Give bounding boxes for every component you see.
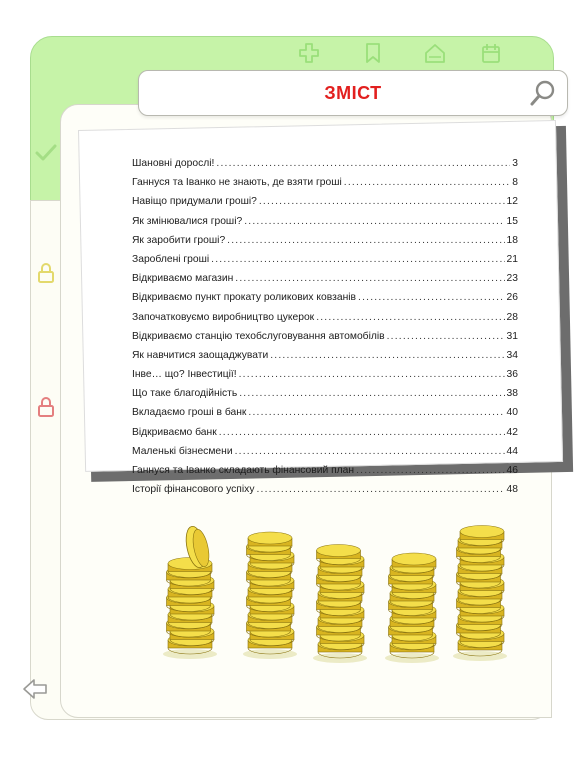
toc-item-title: Відкриваємо пункт прокату роликових ковзанів <box>132 292 357 304</box>
toc-item-title: Маленькі бізнесмени <box>132 445 233 457</box>
toc-item-page: 38 <box>506 388 518 400</box>
toc-item[interactable] <box>132 331 518 350</box>
toc-item-page: 36 <box>506 369 518 381</box>
toc-leader-dots <box>216 158 510 169</box>
toc-item-page: 8 <box>512 177 518 189</box>
lock-icon <box>37 396 55 418</box>
toc-item-title: Зароблені гроші <box>132 253 210 265</box>
coin-stacks-illustration <box>145 510 525 670</box>
toc-leader-dots <box>239 369 505 380</box>
toc-item-title: Як заробити гроші? <box>132 234 226 246</box>
toc-item[interactable] <box>132 407 518 426</box>
toc-item[interactable] <box>132 158 518 177</box>
toc-item-title: Як навчитися заощаджувати <box>132 349 269 361</box>
toc-leader-dots <box>358 292 505 303</box>
back-arrow-icon[interactable] <box>22 678 48 700</box>
toc-item-title: Інве… що? Інвестиції! <box>132 369 237 381</box>
toc-item[interactable] <box>132 484 518 503</box>
toc-leader-dots <box>235 273 504 284</box>
toc-leader-dots <box>227 235 504 246</box>
toc-leader-dots <box>219 427 505 438</box>
check-icon <box>34 142 58 164</box>
home-icon[interactable] <box>424 42 446 64</box>
toc-item-page: 40 <box>506 407 518 419</box>
coin-stack <box>313 545 367 664</box>
toc-leader-dots <box>344 177 510 188</box>
toc-leader-dots <box>235 446 505 457</box>
toc-leader-dots <box>256 484 504 495</box>
toc-item-page: 28 <box>506 311 518 323</box>
toc-item-page: 34 <box>506 349 518 361</box>
toc-item[interactable] <box>132 196 518 215</box>
toc-leader-dots <box>248 407 504 418</box>
toc-item-page: 15 <box>506 215 518 227</box>
bookmark-icon[interactable] <box>362 42 384 64</box>
toc-leader-dots <box>270 350 504 361</box>
title-bar <box>138 70 568 116</box>
toc-item[interactable] <box>132 235 518 254</box>
toc-item-title: Ганнуся та Іванко не знають, де взяти гроші <box>132 177 342 189</box>
toc-item-page: 26 <box>506 292 518 304</box>
toc-item-title: Як змінювалися гроші? <box>132 215 243 227</box>
toc-item-page: 31 <box>506 330 518 342</box>
toc-item[interactable] <box>132 312 518 331</box>
toc-item[interactable] <box>132 446 518 465</box>
toc-item-title: Що таке благодійність <box>132 388 238 400</box>
toc-item-title: Започатковуємо виробництво цукерок <box>132 311 315 323</box>
toc-item-title: Відкриваємо банк <box>132 426 217 438</box>
toc-item-title: Ганнуся та Іванко складають фінансовий план <box>132 465 355 476</box>
toc-leader-dots <box>244 216 504 227</box>
toc-item-title: Відкриваємо станцію техобслуговування автомобілів <box>132 330 385 342</box>
toc-item-page: 23 <box>506 273 518 285</box>
toc-leader-dots <box>239 388 504 399</box>
coin-stack <box>385 553 439 663</box>
coin-stack <box>453 526 507 662</box>
toc-leader-dots <box>316 312 504 323</box>
toc-item[interactable] <box>132 216 518 235</box>
calendar-icon[interactable] <box>480 42 502 64</box>
toc-item-page: 21 <box>506 253 518 265</box>
plus-icon[interactable] <box>298 42 320 64</box>
coin-stack <box>243 532 297 659</box>
toc-leader-dots <box>211 254 504 265</box>
toc-item[interactable] <box>132 254 518 273</box>
toc-item[interactable] <box>132 350 518 369</box>
toc-list <box>132 158 518 503</box>
coin-stack <box>163 525 217 659</box>
toc-item-title: Шановні дорослі! <box>132 158 215 169</box>
toc-item-title: Вкладаємо гроші в банк <box>132 407 247 419</box>
toc-item[interactable] <box>132 273 518 292</box>
toc-item-page: 48 <box>506 484 518 496</box>
toc-item[interactable] <box>132 177 518 196</box>
toc-item-page: 12 <box>506 196 518 208</box>
toc-item[interactable] <box>132 369 518 388</box>
toc-item-page: 18 <box>506 234 518 246</box>
lock-icon <box>37 262 55 284</box>
toc-item[interactable] <box>132 292 518 311</box>
toc-item[interactable] <box>132 427 518 446</box>
toc-item-page: 44 <box>506 445 518 457</box>
toc-item-page: 42 <box>506 426 518 438</box>
page-title: ЗМІСТ <box>324 83 382 103</box>
toc-item-title: Історії фінансового успіху <box>132 484 255 496</box>
toc-item-page: 46 <box>506 465 518 476</box>
toc-item-page: 3 <box>512 158 518 169</box>
toc-item[interactable] <box>132 388 518 407</box>
toc-leader-dots <box>259 196 505 207</box>
toc-item-title: Навіщо придумали гроші? <box>132 196 257 208</box>
toc-leader-dots <box>356 465 504 476</box>
search-icon[interactable] <box>529 79 557 107</box>
toc-leader-dots <box>387 331 505 342</box>
toc-item[interactable] <box>132 465 518 484</box>
toc-item-title: Відкриваємо магазин <box>132 273 234 285</box>
